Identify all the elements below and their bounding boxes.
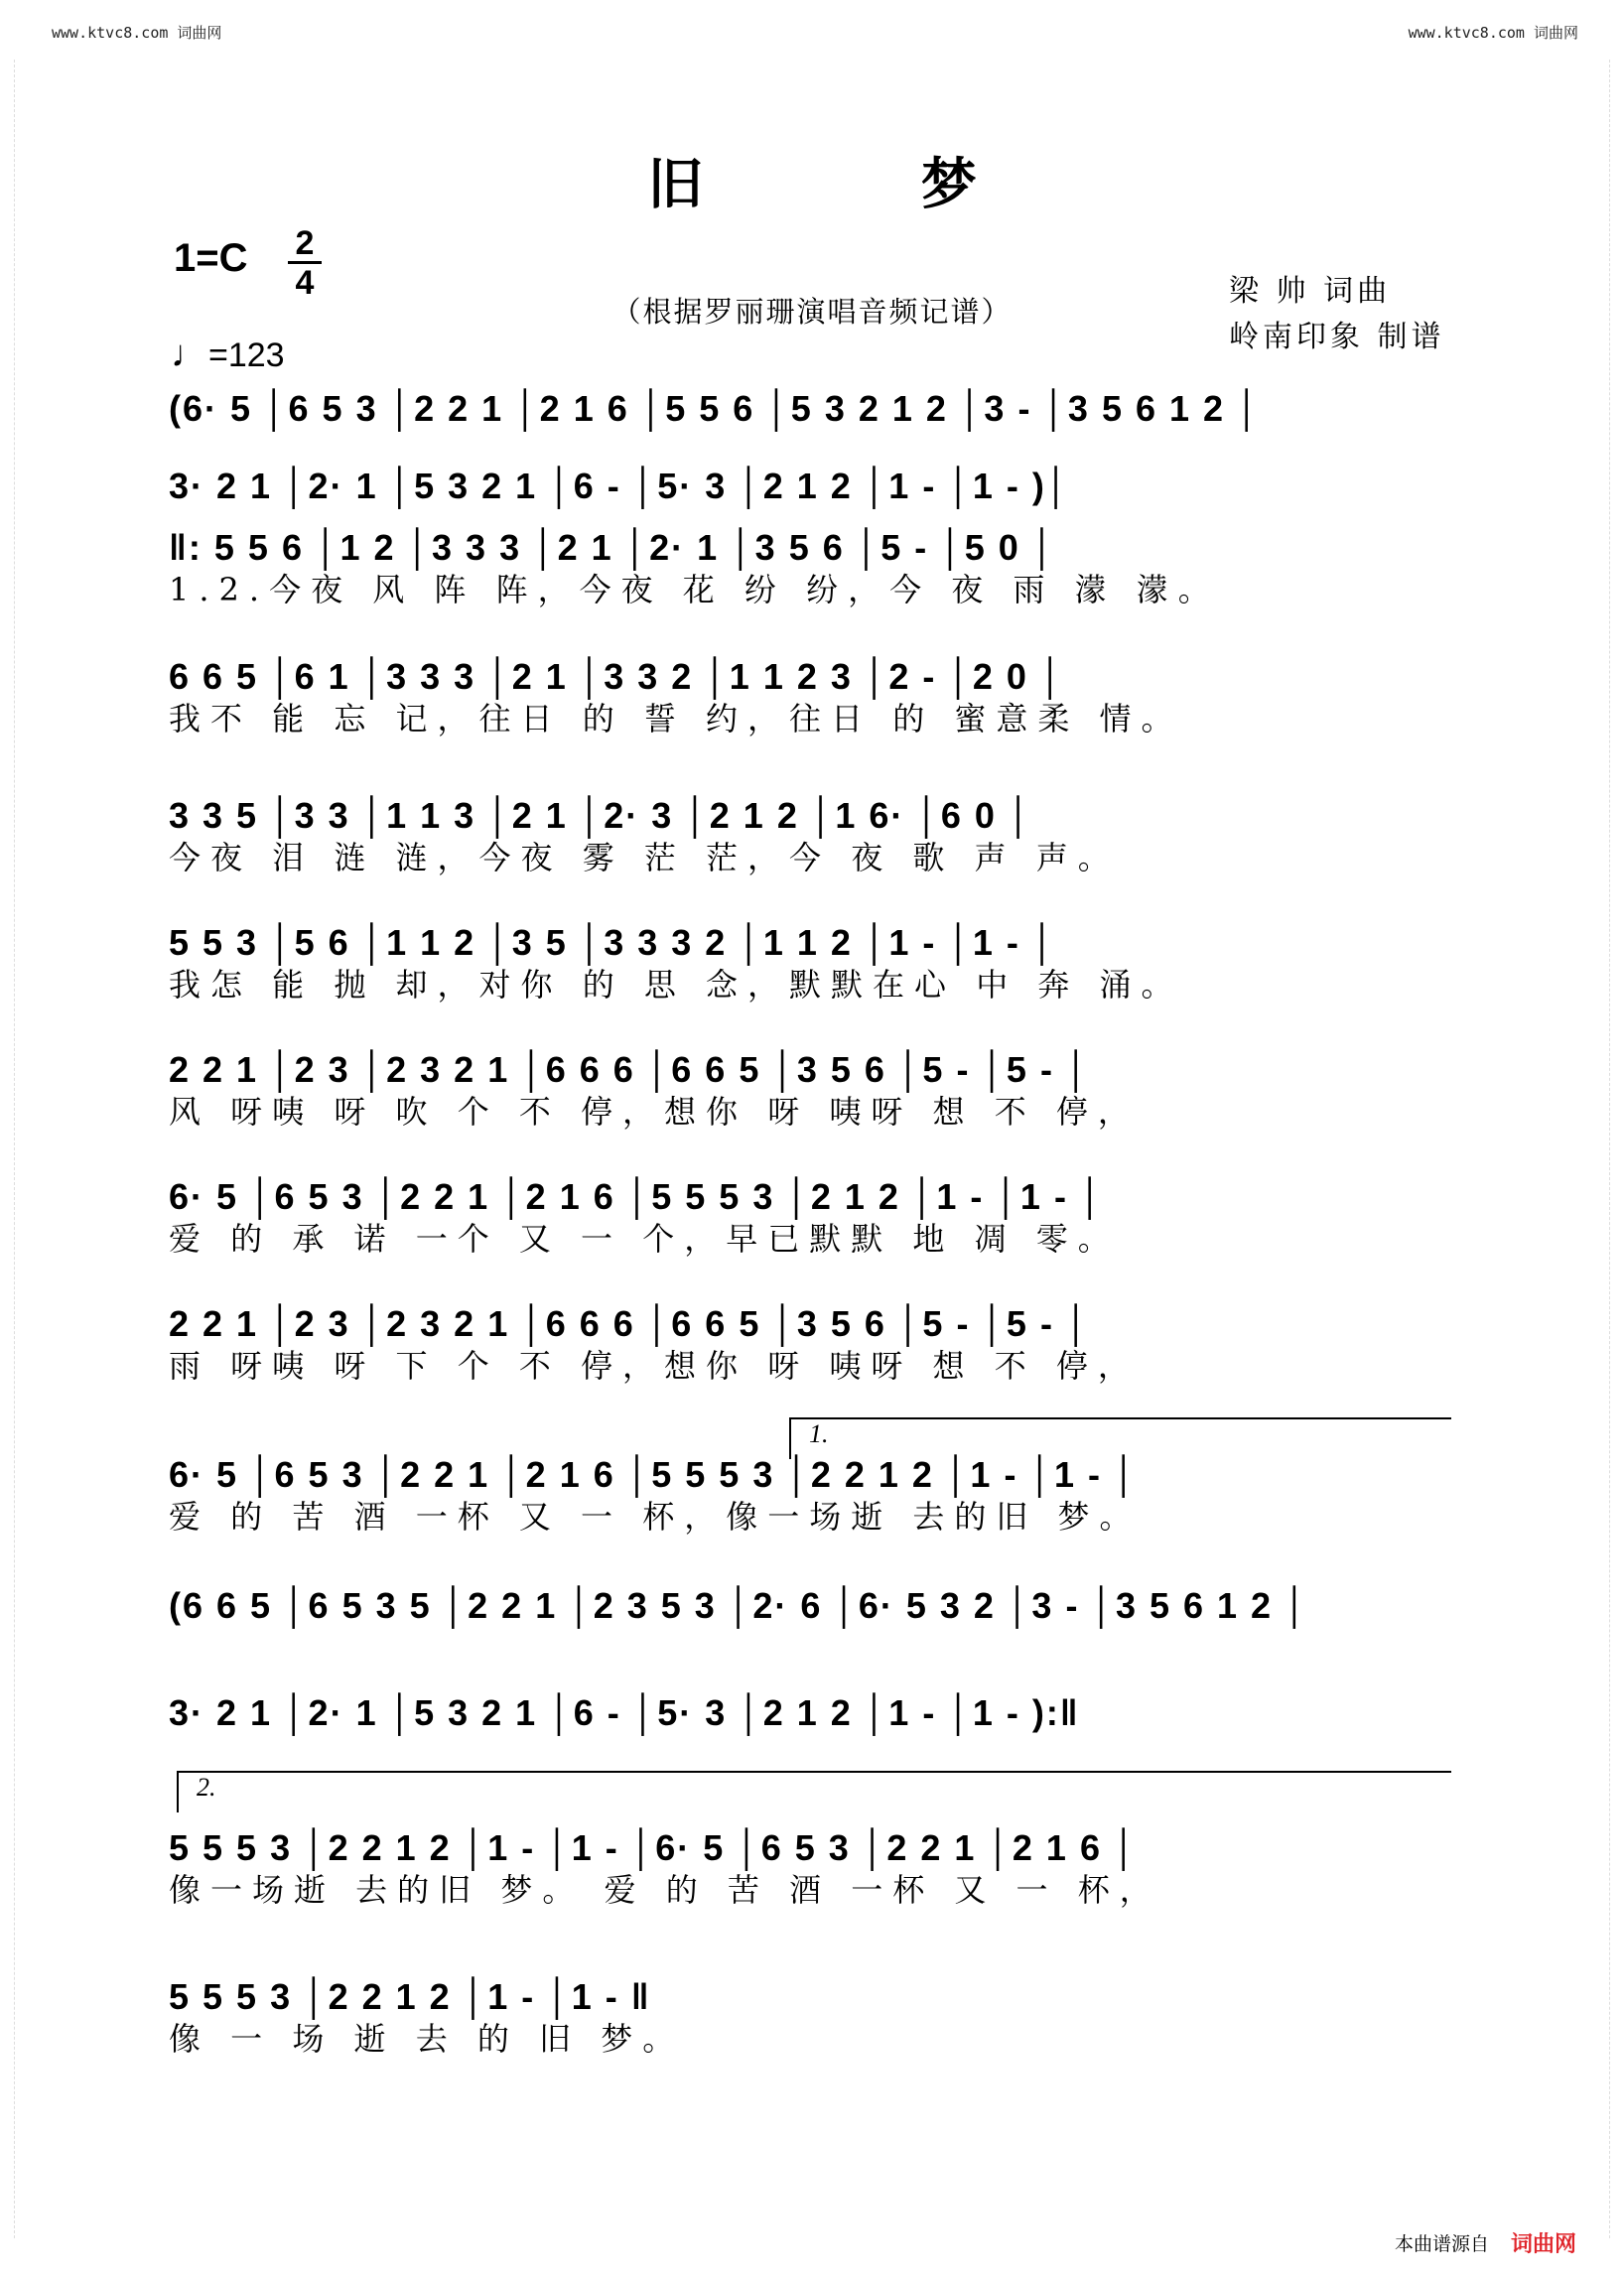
score-row [169, 387, 1459, 431]
score-row [169, 1826, 1459, 1910]
score-row [169, 526, 1459, 609]
lyric-line: 我怎 能 抛 却，对你 的 思 念，默默在心 中 奔 涌。 [169, 966, 1183, 1004]
second-ending-label: 2. [197, 1773, 216, 1802]
song-title: 旧 梦 [647, 152, 1076, 217]
lyric-line: 风 呀咦 呀 吹 个 不 停，想你 呀 咦呀 想 不 停， [169, 1093, 1140, 1131]
tempo-value: =123 [208, 336, 285, 374]
time-signature-top: 2 [295, 224, 315, 262]
notation-line: 2 2 1 │2 3 │2 3 2 1 │6 6 6 │6 6 5 │3 5 6 │5 - │5 - │ [169, 1049, 1091, 1090]
footer-brand[interactable]: 词曲网 [1510, 2232, 1576, 2257]
lyric-line: 爱 的 苦 酒 一杯 又 一 杯，像一场逝 去的旧 梦。 [169, 1498, 1142, 1536]
subtitle-note: （根据罗丽珊演唱音频记谱） [611, 295, 1013, 329]
lyric-line: 今夜 泪 涟 涟，今夜 雾 茫 茫，今 夜 歌 声 声。 [169, 839, 1120, 876]
notation-line: 3· 2 1 │2· 1 │5 3 2 1 │6 - │5· 3 │2 1 2 │1 - │1 - )│ [169, 466, 1071, 506]
score-row [169, 1453, 1459, 1537]
second-ending-bracket [177, 1771, 1451, 1812]
time-signature [288, 226, 322, 300]
score-row [169, 1691, 1459, 1735]
first-ending-bracket [789, 1417, 1451, 1459]
left-margin-watermark [2, 60, 15, 2238]
lyric-line: 像一场逝 去的旧 梦。 爱 的 苦 酒 一杯 又 一 杯， [169, 1871, 1161, 1909]
lyric-line: 1.2.今夜 风 阵 阵，今夜 花 纷 纷，今 夜 雨 濛 濛。 [169, 571, 1220, 608]
score-row [169, 1975, 1459, 2059]
score-row [169, 1302, 1459, 1386]
notation-line: 5 5 5 3 │2 2 1 2 │1 - │1 - ‖ [169, 1976, 651, 2017]
notation-line: (6· 5 │6 5 3 │2 2 1 │2 1 6 │5 5 6 │5 3 2 1 2 │3 - │3 5 6 1 2 │ [169, 388, 1262, 429]
right-margin-watermark [1609, 60, 1622, 2238]
score-row [169, 655, 1459, 738]
score-row [169, 465, 1459, 508]
score-row [169, 1048, 1459, 1132]
lyric-line: 像 一 场 逝 去 的 旧 梦。 [169, 2020, 685, 2058]
notation-line: 5 5 3 │5 6 │1 1 2 │3 5 │3 3 3 2 │1 1 2 │1 - │1 - │ [169, 922, 1057, 963]
credit-transcriber: 岭南印象 制谱 [1229, 320, 1445, 354]
score-row [169, 921, 1459, 1005]
header-site-right[interactable]: www.ktvc8.com 词曲网 [1408, 24, 1578, 42]
notation-line: 5 5 5 3 │2 2 1 2 │1 - │1 - │6· 5 │6 5 3 │2 2 1 │2 1 6 │ [169, 1827, 1139, 1868]
score-row [169, 1175, 1459, 1259]
notation-line: 6 6 5 │6 1 │3 3 3 │2 1 │3 3 2 │1 1 2 3 │2 - │2 0 │ [169, 656, 1065, 697]
notation-line: 2 2 1 │2 3 │2 3 2 1 │6 6 6 │6 6 5 │3 5 6 │5 - │5 - │ [169, 1303, 1091, 1344]
quarter-note-icon: ♩ [171, 334, 208, 375]
notation-line: ‖: 5 5 6 │1 2 │3 3 3 │2 1 │2· 1 │3 5 6 │5 - │5 0 │ [169, 527, 1057, 568]
time-signature-bottom: 4 [295, 264, 315, 302]
lyric-line: 爱 的 承 诺 一个 又 一 个，早已默默 地 凋 零。 [169, 1220, 1120, 1258]
lyric-line: 雨 呀咦 呀 下 个 不 停，想你 呀 咦呀 想 不 停， [169, 1347, 1140, 1385]
credit-lyricist-composer: 梁 帅 词曲 [1229, 274, 1392, 309]
score-row [169, 794, 1459, 877]
lyric-line: 我不 能 忘 记，往日 的 誓 约，往日 的 蜜意柔 情。 [169, 700, 1183, 737]
notation-line: 3 3 5 │3 3 │1 1 3 │2 1 │2· 3 │2 1 2 │1 6· │6 0 │ [169, 795, 1033, 836]
footer-source-label: 本曲谱源自 [1395, 2233, 1490, 2255]
notation-line: 6· 5 │6 5 3 │2 2 1 │2 1 6 │5 5 5 3 │2 2 1 2 │1 - │1 - │ [169, 1454, 1139, 1495]
notation-line: 3· 2 1 │2· 1 │5 3 2 1 │6 - │5· 3 │2 1 2 │1 - │1 - ):‖ [169, 1692, 1080, 1733]
tempo-marking [171, 334, 285, 376]
notation-line: 6· 5 │6 5 3 │2 2 1 │2 1 6 │5 5 5 3 │2 1 2 │1 - │1 - │ [169, 1176, 1105, 1217]
header-site-left[interactable]: www.ktvc8.com 词曲网 [52, 24, 222, 42]
key-signature: 1=C [174, 236, 248, 280]
notation-line: (6 6 5 │6 5 3 5 │2 2 1 │2 3 5 3 │2· 6 │6· 5 3 2 │3 - │3 5 6 1 2 │ [169, 1585, 1309, 1626]
score-row [169, 1584, 1459, 1628]
first-ending-label: 1. [809, 1419, 829, 1448]
